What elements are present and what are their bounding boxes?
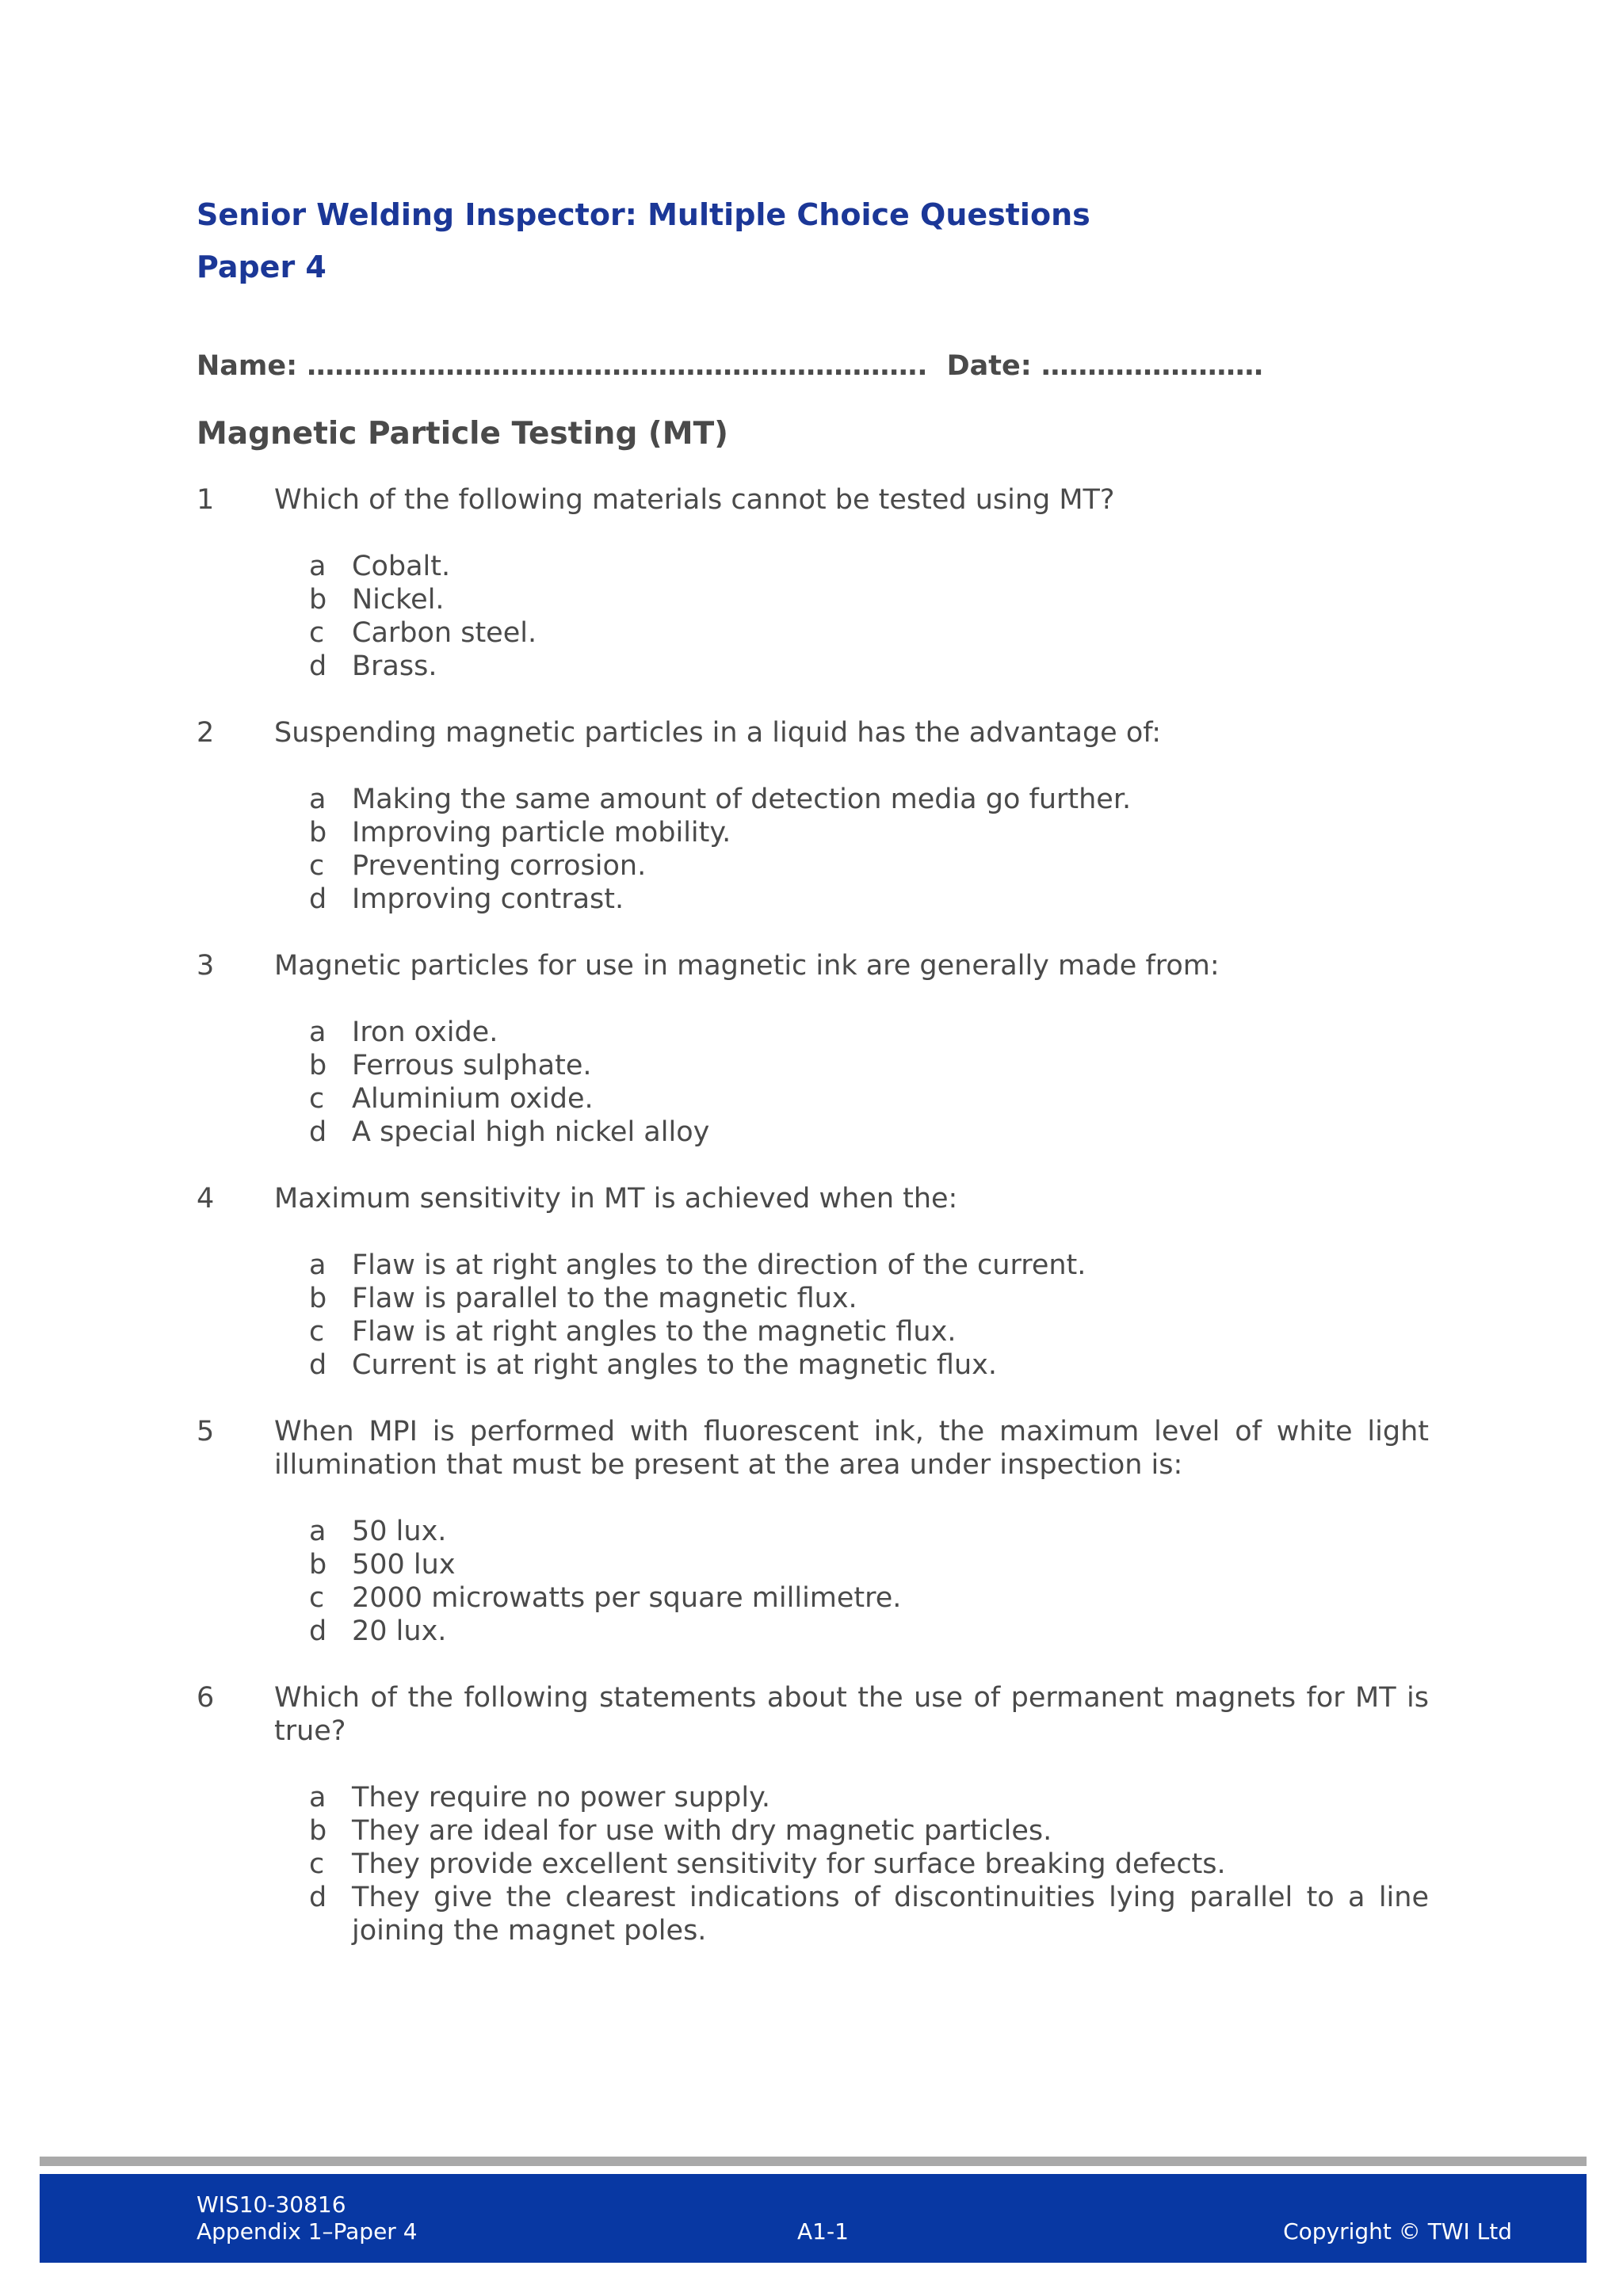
option-letter: a bbox=[309, 1782, 327, 1814]
option-letter: d bbox=[309, 1116, 327, 1148]
option-text: Ferrous sulphate. bbox=[352, 1050, 592, 1081]
option-letter: c bbox=[309, 1848, 325, 1880]
question-text: Which of the following statements about the use of permanent magnets for MT is true? bbox=[274, 1682, 1429, 1747]
answer-options bbox=[197, 1781, 1429, 1947]
footer-doc-code: WIS10-30816 bbox=[197, 2191, 346, 2218]
option-letter: c bbox=[309, 1316, 325, 1348]
question-item bbox=[197, 1182, 1429, 1382]
question-list bbox=[197, 483, 1429, 1981]
option-text: They give the clearest indications of discontinuities lying parallel to a line joining the magnet poles. bbox=[352, 1882, 1429, 1947]
question-text: Which of the following materials cannot be tested using MT? bbox=[274, 484, 1115, 516]
option-text: Nickel. bbox=[352, 584, 445, 616]
answer-option bbox=[197, 1249, 1429, 1282]
answer-options bbox=[197, 783, 1429, 916]
option-letter: d bbox=[309, 1882, 327, 1913]
option-text: They are ideal for use with dry magnetic particles. bbox=[352, 1815, 1052, 1847]
answer-option bbox=[197, 550, 1429, 583]
option-text: 2000 microwatts per square millimetre. bbox=[352, 1582, 902, 1614]
question-item bbox=[197, 1681, 1429, 1947]
option-text: A special high nickel alloy bbox=[352, 1116, 710, 1148]
answer-option bbox=[197, 1814, 1429, 1848]
answer-option bbox=[197, 650, 1429, 683]
date-field-label: Date: …………………… bbox=[946, 350, 1263, 382]
option-letter: a bbox=[309, 551, 327, 582]
page-footer bbox=[40, 2174, 1587, 2263]
option-letter: c bbox=[309, 1582, 325, 1614]
answer-options bbox=[197, 1016, 1429, 1149]
footer-appendix: Appendix 1–Paper 4 bbox=[197, 2218, 418, 2245]
question-text: Suspending magnetic particles in a liquid has the advantage of: bbox=[274, 717, 1162, 749]
option-text: Cobalt. bbox=[352, 551, 451, 582]
answer-option bbox=[197, 1615, 1429, 1648]
option-letter: b bbox=[309, 1283, 327, 1314]
section-heading: Magnetic Particle Testing (MT) bbox=[197, 416, 728, 452]
option-letter: a bbox=[309, 1016, 327, 1048]
question-item bbox=[197, 483, 1429, 683]
option-letter: d bbox=[309, 1615, 327, 1647]
option-letter: c bbox=[309, 617, 325, 649]
document-title: Senior Welding Inspector: Multiple Choice Questions bbox=[197, 197, 1090, 232]
option-letter: d bbox=[309, 1349, 327, 1381]
question-item bbox=[197, 949, 1429, 1149]
answer-option bbox=[197, 1581, 1429, 1615]
answer-option bbox=[197, 1348, 1429, 1382]
name-field-label: Name: …………………………………………………………. bbox=[197, 350, 928, 382]
footer-left bbox=[197, 2191, 418, 2245]
answer-option bbox=[197, 1282, 1429, 1315]
answer-option bbox=[197, 1116, 1429, 1149]
option-text: Improving contrast. bbox=[352, 883, 624, 915]
option-text: Flaw is parallel to the magnetic flux. bbox=[352, 1283, 857, 1314]
option-letter: b bbox=[309, 817, 327, 849]
option-text: Aluminium oxide. bbox=[352, 1083, 594, 1115]
option-letter: b bbox=[309, 1815, 327, 1847]
option-letter: a bbox=[309, 784, 327, 815]
option-text: Flaw is at right angles to the magnetic flux. bbox=[352, 1316, 957, 1348]
option-text: Carbon steel. bbox=[352, 617, 537, 649]
question-text: Magnetic particles for use in magnetic ink are generally made from: bbox=[274, 950, 1220, 982]
option-text: 50 lux. bbox=[352, 1516, 447, 1547]
option-letter: d bbox=[309, 650, 327, 682]
answer-option bbox=[197, 1049, 1429, 1082]
option-letter: c bbox=[309, 1083, 325, 1115]
option-letter: a bbox=[309, 1516, 327, 1547]
option-text: They provide excellent sensitivity for surface breaking defects. bbox=[352, 1848, 1226, 1880]
option-letter: b bbox=[309, 1549, 327, 1581]
option-letter: c bbox=[309, 850, 325, 882]
question-number: 5 bbox=[197, 1416, 215, 1447]
question-number: 4 bbox=[197, 1183, 215, 1215]
option-letter: a bbox=[309, 1249, 327, 1281]
question-number: 6 bbox=[197, 1682, 215, 1714]
question-number: 3 bbox=[197, 950, 215, 982]
answer-option bbox=[197, 1848, 1429, 1881]
option-text: Brass. bbox=[352, 650, 437, 682]
option-text: They require no power supply. bbox=[352, 1782, 770, 1814]
question-text: When MPI is performed with fluorescent ink, the maximum level of white light illumination that must be present at the area under inspection is: bbox=[274, 1416, 1429, 1481]
answer-option bbox=[197, 1515, 1429, 1548]
answer-option bbox=[197, 783, 1429, 816]
option-text: Iron oxide. bbox=[352, 1016, 498, 1048]
option-text: Flaw is at right angles to the direction of the current. bbox=[352, 1249, 1086, 1281]
option-text: 500 lux bbox=[352, 1549, 456, 1581]
answer-options bbox=[197, 1515, 1429, 1648]
footer-page-number: A1-1 bbox=[797, 2218, 849, 2245]
answer-option bbox=[197, 1315, 1429, 1348]
answer-option bbox=[197, 849, 1429, 883]
footer-copyright: Copyright © TWI Ltd bbox=[1283, 2218, 1512, 2245]
answer-options bbox=[197, 1249, 1429, 1382]
answer-option bbox=[197, 816, 1429, 849]
answer-options bbox=[197, 550, 1429, 683]
option-letter: b bbox=[309, 584, 327, 616]
option-text: 20 lux. bbox=[352, 1615, 447, 1647]
answer-option bbox=[197, 1016, 1429, 1049]
option-text: Improving particle mobility. bbox=[352, 817, 731, 849]
footer-divider bbox=[40, 2157, 1587, 2166]
option-text: Current is at right angles to the magnetic flux. bbox=[352, 1349, 997, 1381]
option-text: Making the same amount of detection media go further. bbox=[352, 784, 1132, 815]
question-item bbox=[197, 716, 1429, 916]
answer-option bbox=[197, 1548, 1429, 1581]
answer-option bbox=[197, 883, 1429, 916]
answer-option bbox=[197, 1881, 1429, 1947]
answer-option bbox=[197, 1082, 1429, 1116]
option-letter: b bbox=[309, 1050, 327, 1081]
answer-option bbox=[197, 583, 1429, 616]
question-item bbox=[197, 1415, 1429, 1648]
question-number: 2 bbox=[197, 717, 215, 749]
option-letter: d bbox=[309, 883, 327, 915]
answer-option bbox=[197, 1781, 1429, 1814]
option-text: Preventing corrosion. bbox=[352, 850, 647, 882]
name-date-line bbox=[197, 350, 1263, 382]
paper-subtitle: Paper 4 bbox=[197, 250, 327, 284]
answer-option bbox=[197, 616, 1429, 650]
question-number: 1 bbox=[197, 484, 215, 516]
question-text: Maximum sensitivity in MT is achieved when the: bbox=[274, 1183, 958, 1215]
